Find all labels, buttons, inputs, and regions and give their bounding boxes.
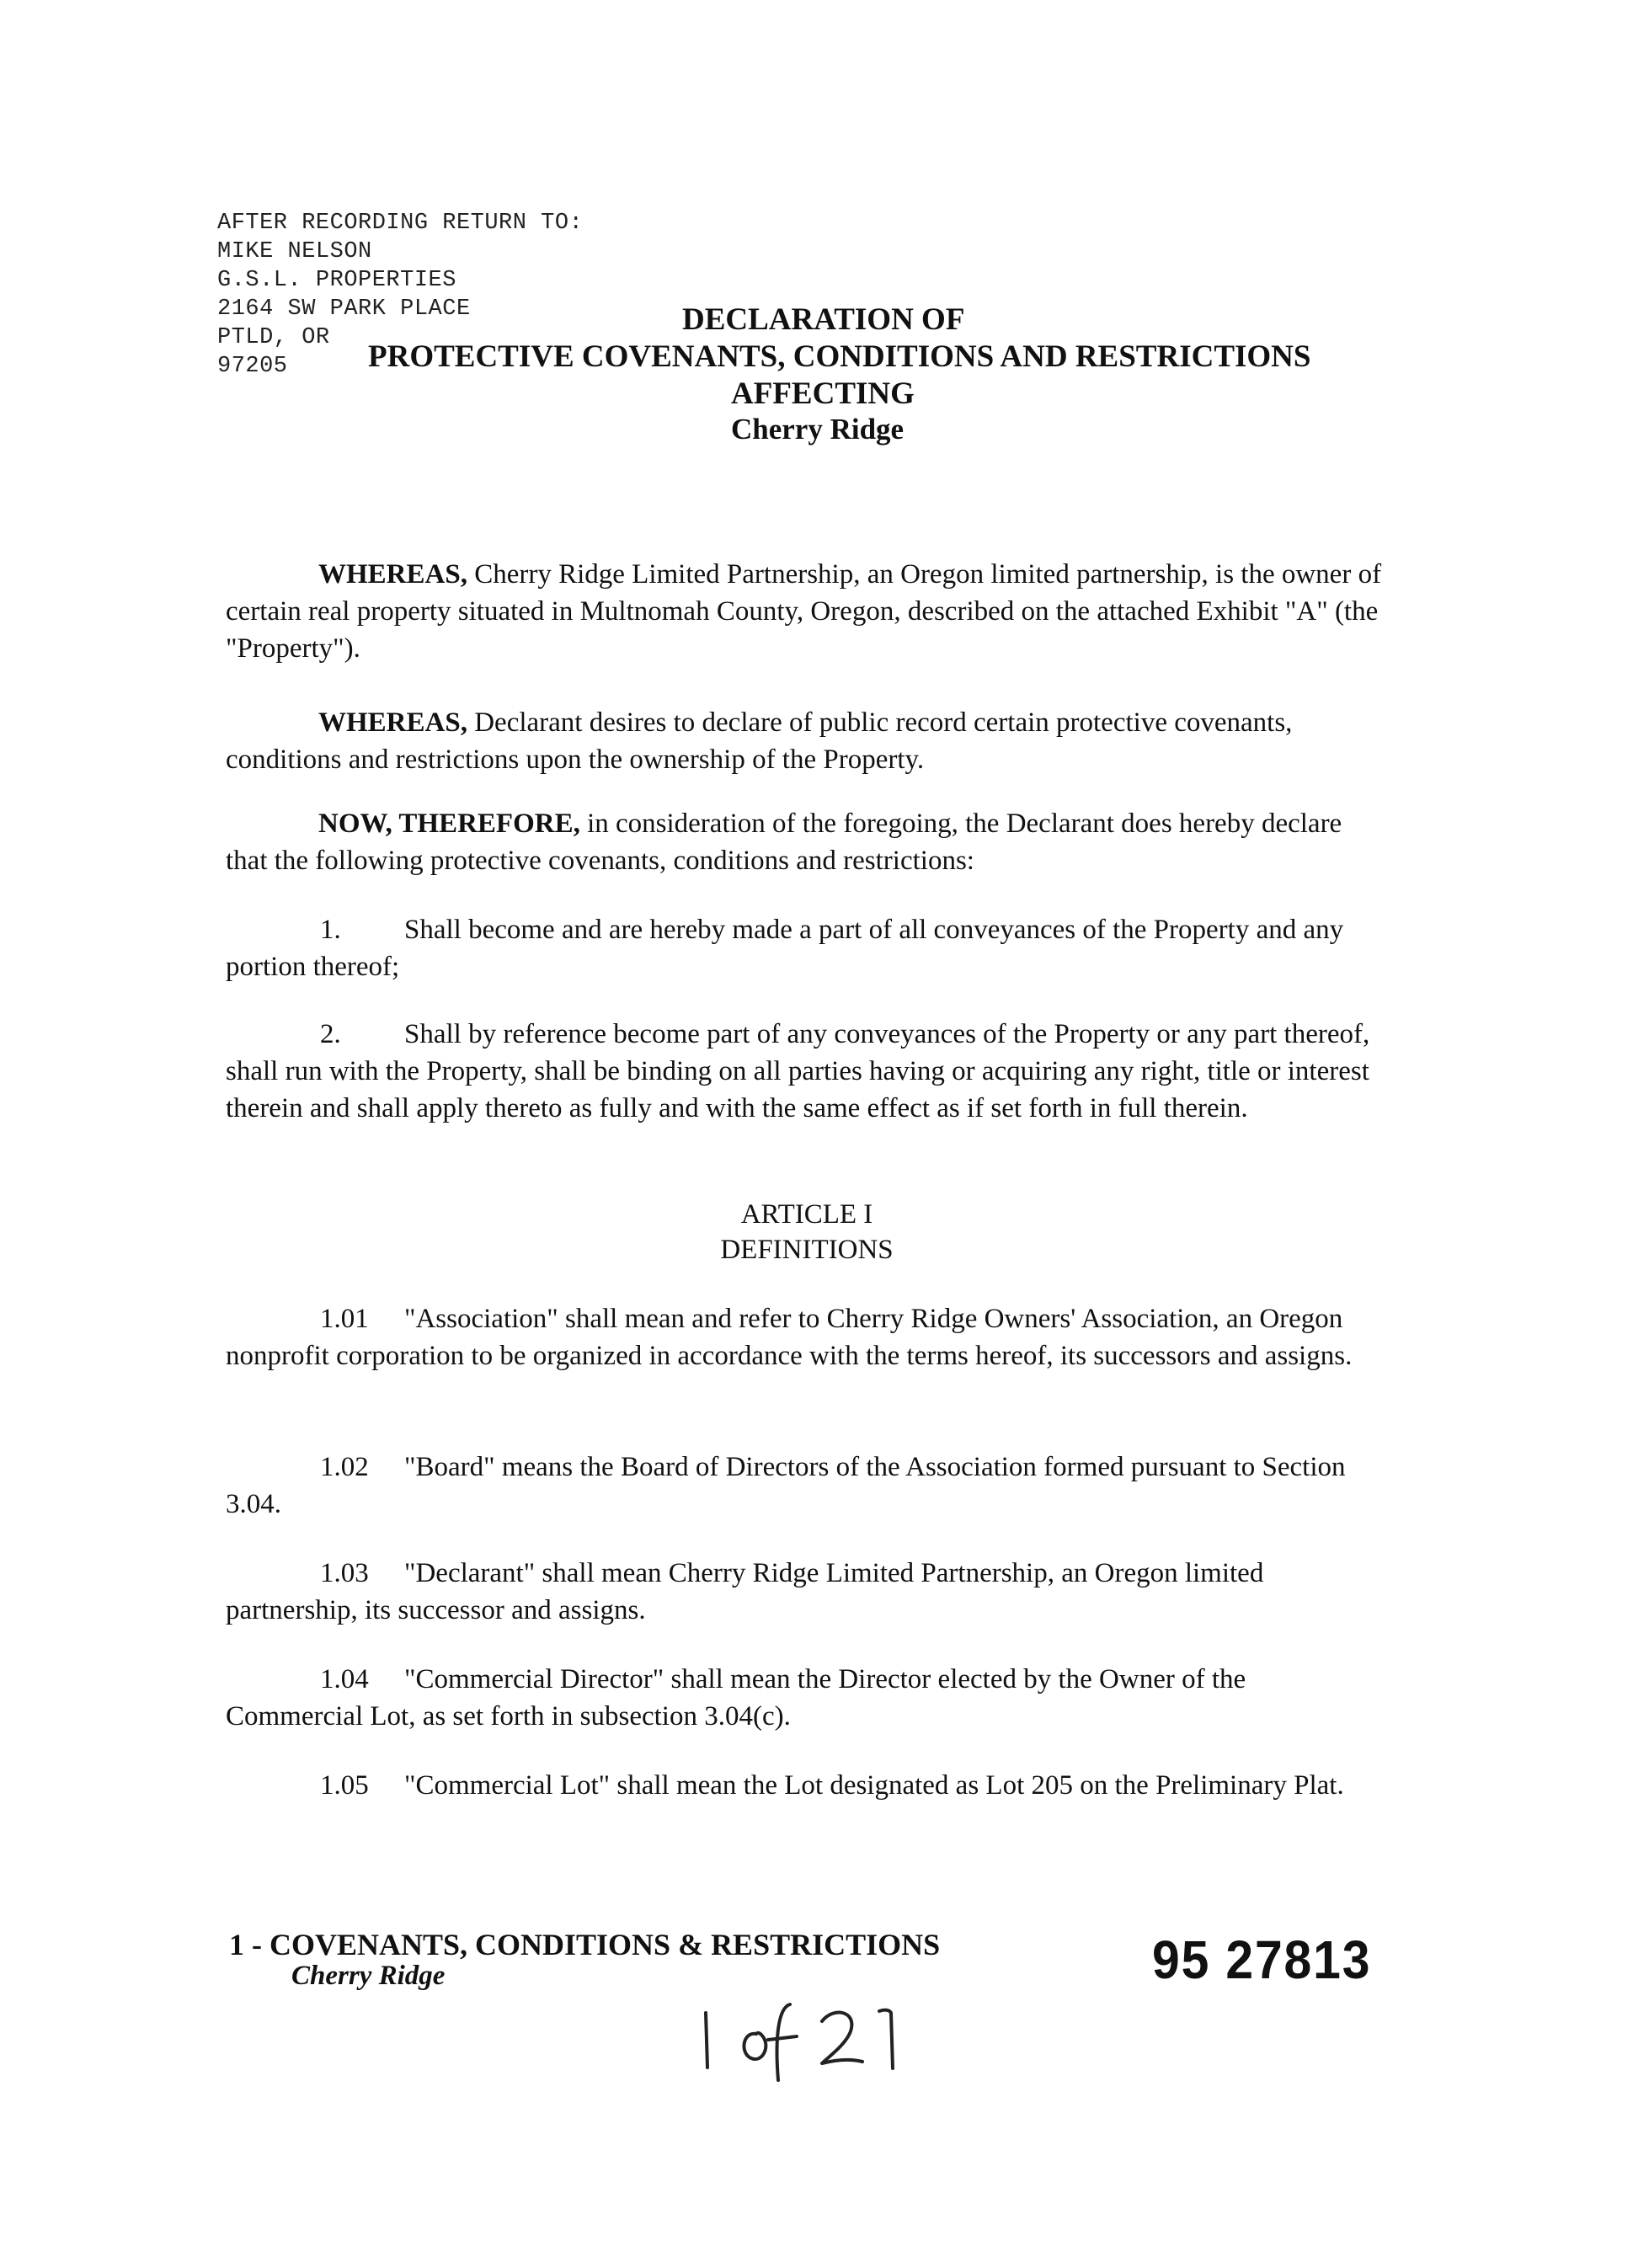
now-therefore-text: in consideration of the foregoing, the Declarant does hereby declare that the following protective covenants, conditions and restrictions: xyxy=(226,808,1342,876)
definition-1-02 xyxy=(226,1449,1388,1523)
title-line-3: AFFECTING xyxy=(731,376,915,411)
definition-number: 1.03 xyxy=(320,1558,369,1588)
item-text: Shall become and are hereby made a part of all conveyances of the Property and any portion thereof; xyxy=(226,915,1344,982)
definition-1-05 xyxy=(226,1767,1388,1804)
return-address-line: G.S.L. PROPERTIES xyxy=(217,268,456,293)
footer-page-label: 1 - COVENANTS, CONDITIONS & RESTRICTIONS xyxy=(229,1928,941,1961)
item-number: 1. xyxy=(320,915,341,945)
footer-project-name: Cherry Ridge xyxy=(291,1961,446,1991)
article-heading: ARTICLE I xyxy=(740,1199,873,1230)
title-line-4: Cherry Ridge xyxy=(731,413,905,446)
recording-number: 95 27813 xyxy=(1152,1929,1372,1990)
numbered-item-2 xyxy=(226,1016,1388,1127)
whereas-text: Cherry Ridge Limited Partnership, an Oregon limited partnership, is the owner of certain real property situated in Multnomah County, Oregon, described on the attached Exhibit "A" (the "Property"). xyxy=(226,559,1382,664)
definition-1-03 xyxy=(226,1555,1388,1629)
return-address-line: AFTER RECORDING RETURN TO: xyxy=(217,211,584,236)
definition-number: 1.05 xyxy=(320,1770,369,1801)
handwriting-stroke xyxy=(706,2013,707,2068)
definition-number: 1.01 xyxy=(320,1304,369,1334)
return-address-line: PTLD, OR xyxy=(217,325,330,350)
definition-text: "Commercial Director" shall mean the Director elected by the Owner of the Commercial Lot, as set forth in subsection 3.04(c). xyxy=(226,1664,1246,1732)
title-line-1: DECLARATION OF xyxy=(682,302,965,337)
item-text: Shall by reference become part of any conveyances of the Property or any part thereof, shall run with the Property, shall be binding on all parties having or acquiring any right, title or interest therein and shall apply thereto as fully and with the same effect as if set forth in full therein. xyxy=(226,1019,1370,1123)
definition-text: "Association" shall mean and refer to Cherry Ridge Owners' Association, an Oregon nonprofit corporation to be organized in accordance with the terms hereof, its successors and assigns. xyxy=(226,1304,1353,1371)
definition-text: "Declarant" shall mean Cherry Ridge Limited Partnership, an Oregon limited partnership, its successor and assigns. xyxy=(226,1558,1264,1625)
handwriting-stroke xyxy=(744,2033,766,2059)
definition-number: 1.04 xyxy=(320,1664,369,1694)
title-line-2: PROTECTIVE COVENANTS, CONDITIONS AND RESTRICTIONS xyxy=(368,339,1311,374)
definition-1-04 xyxy=(226,1661,1388,1735)
now-therefore-lead: NOW, THEREFORE, xyxy=(318,808,580,839)
return-address-line: 2164 SW PARK PLACE xyxy=(217,296,471,322)
return-address-line: 97205 xyxy=(217,354,288,379)
whereas-text: Declarant desires to declare of public record certain protective covenants, conditions and restrictions upon the ownership of the Property. xyxy=(226,707,1293,775)
definition-text: "Board" means the Board of Directors of the Association formed pursuant to Section 3.04. xyxy=(226,1452,1346,1519)
handwriting-stroke xyxy=(822,2013,862,2063)
whereas-paragraph-1 xyxy=(226,556,1388,667)
item-number: 2. xyxy=(320,1019,341,1049)
numbered-item-1 xyxy=(226,911,1388,985)
definition-1-01 xyxy=(226,1300,1388,1374)
whereas-lead: WHEREAS, xyxy=(318,559,467,590)
return-address-line: MIKE NELSON xyxy=(217,239,372,264)
handwritten-page-count-icon xyxy=(691,1988,926,2089)
whereas-lead: WHEREAS, xyxy=(318,707,467,738)
handwriting-stroke xyxy=(879,2010,893,2068)
definition-text: "Commercial Lot" shall mean the Lot designated as Lot 205 on the Preliminary Plat. xyxy=(404,1770,1344,1801)
handwriting-stroke xyxy=(768,2004,797,2080)
article-subheading: DEFINITIONS xyxy=(720,1235,894,1265)
definition-number: 1.02 xyxy=(320,1452,369,1482)
now-therefore-paragraph xyxy=(226,805,1388,879)
whereas-paragraph-2 xyxy=(226,704,1388,778)
